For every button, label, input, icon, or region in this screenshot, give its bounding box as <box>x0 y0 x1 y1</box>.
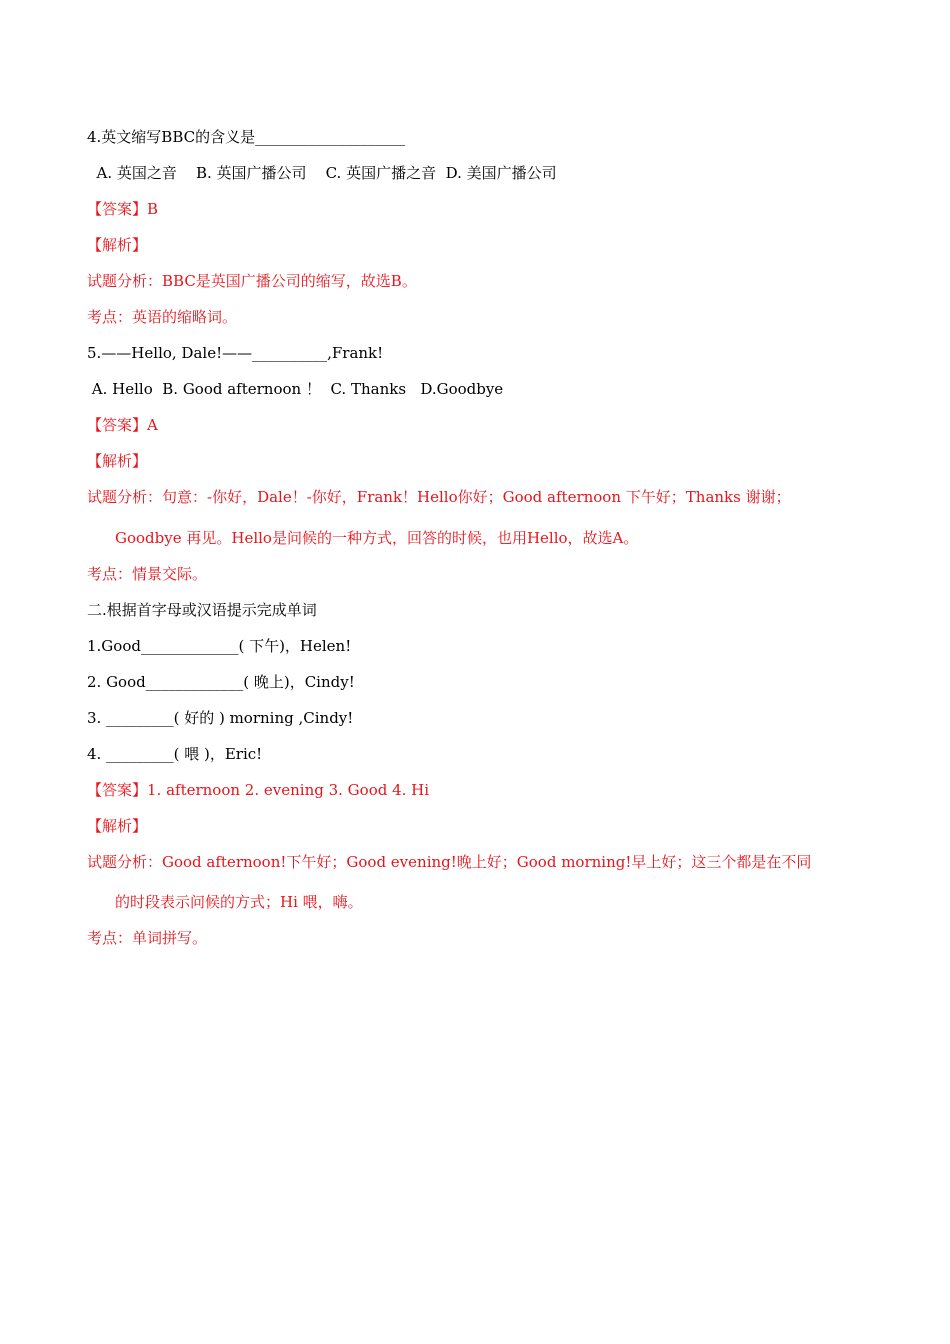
section2-item: 2. Good_____________( 晚上)，Cindy! <box>87 673 355 691</box>
section2-point: 考点：单词拼写。 <box>87 929 208 947</box>
section2-item: 1.Good_____________( 下午)，Helen! <box>87 637 352 655</box>
q4-point: 考点：英语的缩略词。 <box>87 308 238 326</box>
q5-options: A. Hello B. Good afternoon ！ C. Thanks D.Goodbye <box>87 380 504 398</box>
section2-item: 4. _________( 喂 )，Eric! <box>87 745 263 763</box>
q5-point: 考点：情景交际。 <box>87 565 208 583</box>
section2-answer: 【答案】1. afternoon 2. evening 3. Good 4. Hi <box>87 781 430 799</box>
q5-analysis-label: 【解析】 <box>87 452 148 470</box>
q4-answer: 【答案】B <box>87 200 159 218</box>
q5-analysis-line1: 试题分析：句意：-你好，Dale！-你好，Frank！Hello你好；Good afternoon 下午好；Thanks 谢谢； <box>87 488 791 506</box>
q5-stem: 5.——Hello, Dale!——__________,Frank! <box>87 344 384 362</box>
section2-item: 3. _________( 好的 ) morning ,Cindy! <box>87 709 354 727</box>
section2-heading: 二.根据首字母或汉语提示完成单词 <box>87 601 317 619</box>
q5-analysis-line2: Goodbye 再见。Hello是问候的一种方式，回答的时候，也用Hello，故选A。 <box>115 529 639 547</box>
section2-analysis-line1: 试题分析：Good afternoon!下午好；Good evening!晚上好；Good morning!早上好；这三个都是在不同 <box>87 853 812 871</box>
section2-analysis-label: 【解析】 <box>87 817 148 835</box>
q4-stem: 4.英文缩写BBC的含义是____________________ <box>87 128 406 146</box>
q4-analysis: 试题分析：BBC是英国广播公司的缩写，故选B。 <box>87 272 417 290</box>
q4-analysis-label: 【解析】 <box>87 236 148 254</box>
q4-options: A. 英国之音 B. 英国广播公司 C. 英国广播之音 D. 美国广播公司 <box>87 164 557 182</box>
section2-analysis-line2: 的时段表示问候的方式；Hi 喂，嗨。 <box>115 893 363 911</box>
q5-answer: 【答案】A <box>87 416 158 434</box>
